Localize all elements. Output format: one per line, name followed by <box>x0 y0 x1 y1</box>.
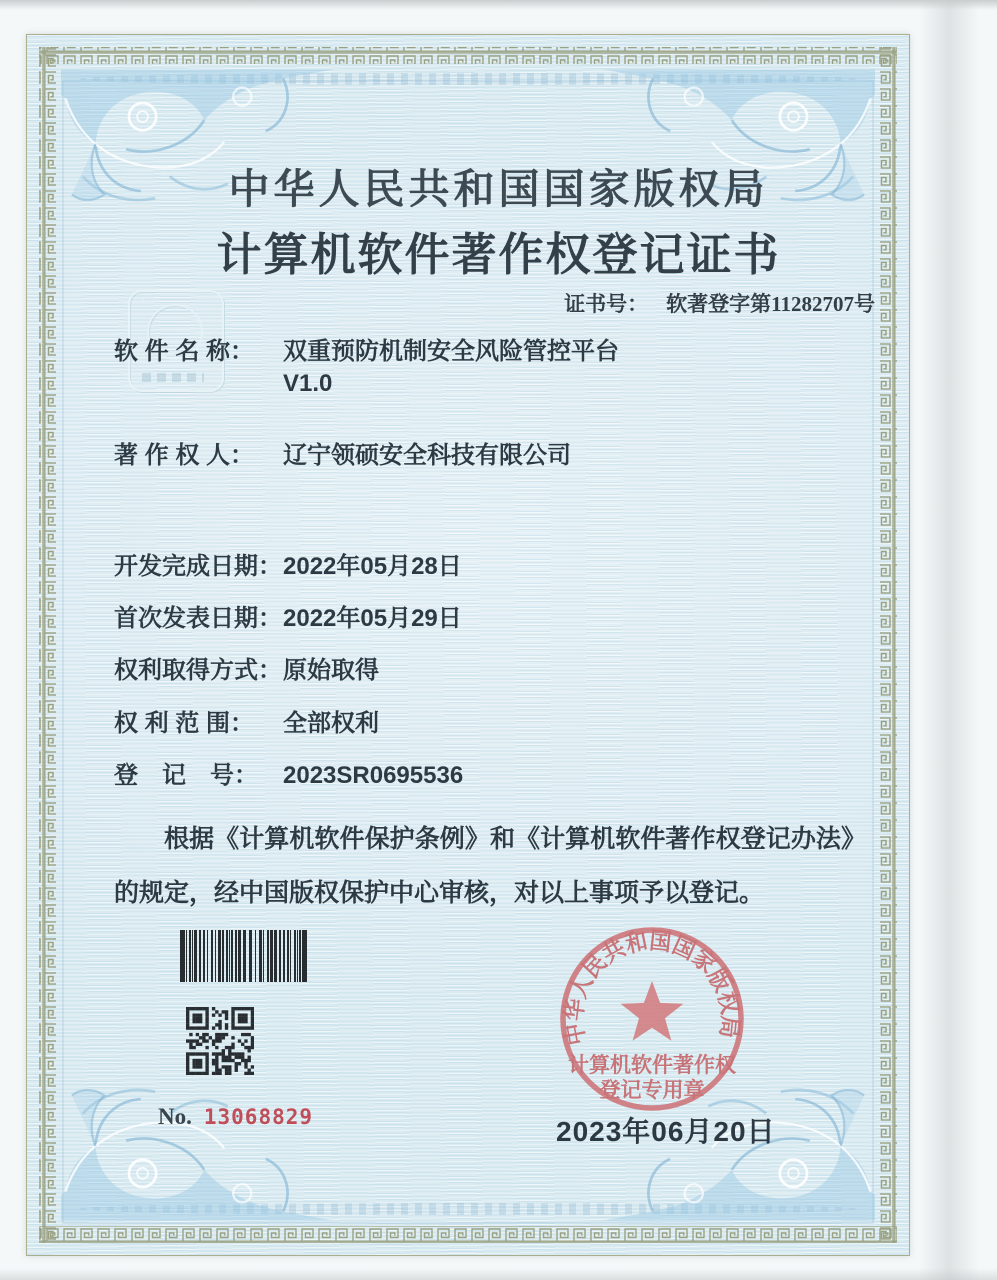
field-label: 权 利 范 围： <box>114 710 255 737</box>
field-value: 辽宁领硕安全科技有限公司 <box>283 442 571 469</box>
field-value: 2023SR0695536 <box>283 762 464 789</box>
official-seal <box>550 917 754 1121</box>
registration-statement: 根据《计算机软件保护条例》和《计算机软件著作权登记办法》的规定，经中国版权保护中心审核，对以上事项予以登记。 <box>114 825 866 907</box>
field-label: 首次发表日期： <box>114 605 282 632</box>
seal-subtitle-line1: 计算机软件著作权 <box>568 1053 736 1077</box>
certificate-number-row <box>564 288 875 318</box>
qr-code-icon <box>186 1007 254 1075</box>
field-label: 权利取得方式： <box>114 657 282 684</box>
issue-date: 2023年06月20日 <box>556 1116 776 1147</box>
certificate-number-label: 证书号： <box>564 292 649 316</box>
corner-ornament-bottom-left <box>61 1073 351 1223</box>
seal-subtitle-line2: 登记专用章 <box>599 1078 705 1102</box>
certificate-title: 计算机软件著作权登记证书 <box>216 230 781 280</box>
seal-star-icon <box>621 981 684 1041</box>
field-label: 开发完成日期： <box>114 553 282 580</box>
serial-prefix: No. <box>158 1104 192 1129</box>
scan-shadow-top <box>0 0 997 10</box>
field-value: 2022年05月29日 <box>283 605 462 632</box>
seal-ring-text: 中华人民共和国国家版权局 <box>561 928 743 1048</box>
scan-shadow-bottom <box>0 1268 997 1280</box>
barcode <box>180 930 313 982</box>
field-value: 双重预防机制安全风险管控平台 V1.0 <box>283 338 619 397</box>
field-label: 著 作 权 人： <box>114 442 255 469</box>
embossed-watermark-text-row <box>142 373 204 382</box>
field-value-line2: V1.0 <box>283 370 333 397</box>
field-label: 登 记 号： <box>114 762 258 789</box>
field-value: 原始取得 <box>283 657 379 684</box>
field-label: 软 件 名 称： <box>114 338 255 365</box>
serial-number-row <box>158 1103 313 1130</box>
authority-title: 中华人民共和国国家版权局 <box>228 166 769 212</box>
certificate-number-value: 软著登字第11282707号 <box>666 292 875 316</box>
serial-number: 13068829 <box>203 1105 314 1129</box>
field-value: 2022年05月28日 <box>283 553 462 580</box>
field-value: 全部权利 <box>283 710 379 737</box>
